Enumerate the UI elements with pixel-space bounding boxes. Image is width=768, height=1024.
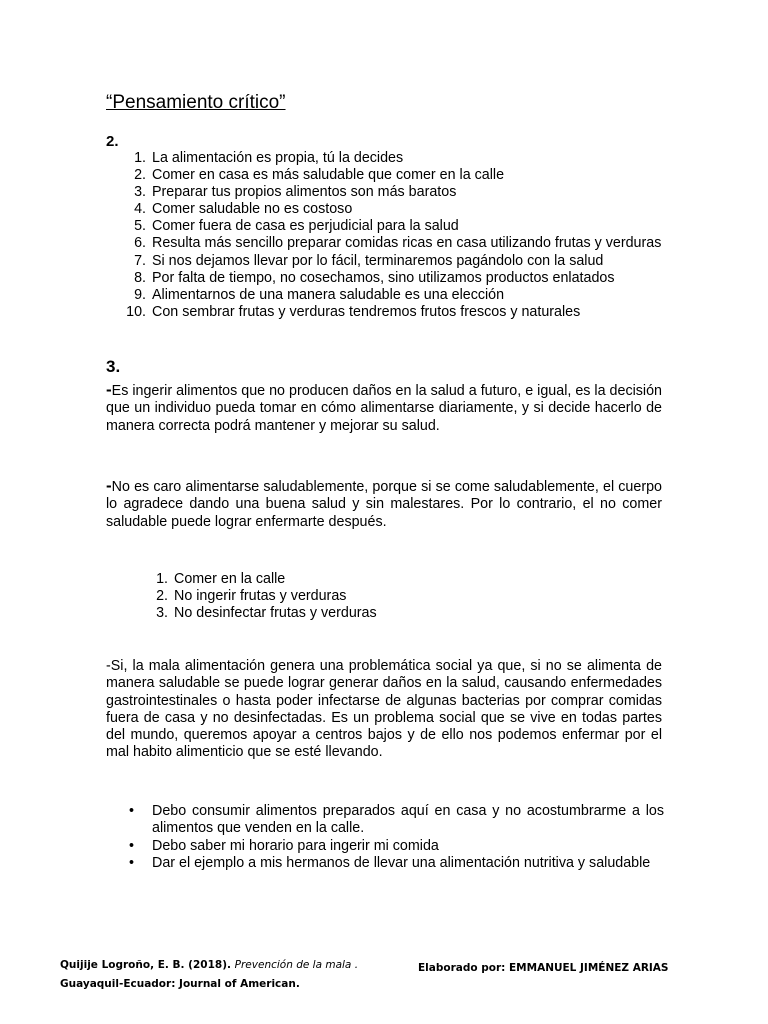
bullet-text: Dar el ejemplo a mis hermanos de llevar una alimentación nutritiva y saludable — [152, 854, 651, 871]
paragraph-dash: - — [106, 476, 112, 495]
list-item-text: La alimentación es propia, tú la decides — [152, 150, 404, 166]
cost-paragraph — [106, 477, 662, 531]
paragraph-text: No es caro alimentarse saludablemente, porque si se come saludablemente, el cuerpo lo agradece dando una buena salud y sin malestares. Por lo contrario, el no comer saludable puede lograr enfermarte después. — [106, 479, 662, 530]
list-item — [134, 269, 661, 287]
footer-author: Elaborado por: EMMANUEL JIMÉNEZ ARIAS — [418, 962, 669, 974]
bullet-item — [129, 837, 664, 855]
bullet-item — [129, 854, 664, 872]
list-item-number: 5. — [134, 218, 146, 235]
list-item — [134, 235, 662, 252]
list-item-text: Por falta de tiempo, no cosechamos, sino utilizamos productos enlatados — [152, 269, 615, 286]
list-item — [134, 286, 661, 304]
bullet-text: Debo saber mi horario para ingerir mi comida — [152, 837, 439, 854]
list-item-number: 10. — [126, 303, 146, 320]
list-item-text: Comer en la calle — [174, 571, 286, 587]
list-item-text: Alimentarnos de una manera saludable es una elección — [152, 286, 505, 303]
list-item-text: No desinfectar frutas y verduras — [174, 605, 377, 622]
list-item — [134, 167, 661, 184]
reference-line-2: Guayaquil-Ecuador: Journal of American. — [60, 978, 300, 990]
list-item-number: 8. — [134, 269, 146, 286]
page-title: “Pensamiento crítico” — [106, 92, 286, 113]
list-item-text: Preparar tus propios alimentos son más baratos — [152, 184, 457, 201]
definition-paragraph — [106, 381, 662, 435]
list-item — [134, 150, 661, 167]
reference-line-1 — [60, 956, 358, 975]
paragraph-dash: - — [106, 380, 112, 399]
list-item-number: 4. — [134, 201, 146, 218]
list-item-number: 2. — [134, 167, 146, 184]
list-item-text: Comer en casa es más saludable que comer en la calle — [152, 167, 505, 184]
list-item-number: 6. — [134, 235, 146, 252]
section-3-heading: 3. — [106, 357, 121, 376]
commitments-list — [129, 803, 664, 872]
list-item-text: Comer fuera de casa es perjudicial para la salud — [152, 218, 459, 235]
list-item-number: 3. — [156, 605, 168, 622]
list-item-number: 1. — [134, 150, 146, 166]
list-item-text: Resulta más sencillo preparar comidas ricas en casa utilizando frutas y verduras — [152, 235, 662, 252]
reference-authors: Quijije Logroño, E. B. (2018). — [60, 959, 235, 971]
causes-list — [156, 571, 377, 622]
list-item-number: 9. — [134, 286, 146, 303]
list-item-number: 7. — [134, 252, 146, 269]
list-item — [156, 588, 377, 605]
list-item — [134, 218, 661, 235]
list-item — [134, 252, 661, 270]
list-item — [156, 571, 377, 588]
section-2-heading: 2. — [106, 133, 119, 150]
list-item-number: 3. — [134, 184, 146, 201]
footer-reference — [60, 956, 358, 994]
list-item-text: Comer saludable no es costoso — [152, 201, 353, 218]
bullet-item — [129, 803, 664, 838]
bullet-marker: • — [129, 837, 135, 854]
list-item-text: Con sembrar frutas y verduras tendremos frutos frescos y naturales — [152, 303, 581, 320]
section-2-list — [126, 150, 662, 321]
list-item-number: 2. — [156, 588, 168, 605]
list-item — [126, 303, 661, 321]
paragraph-text: Es ingerir alimentos que no producen daños en la salud a futuro, e igual, es la decisión que un individuo pueda tomar en cómo alimentarse diariamente, y si decide hacerlo de manera correcta podrá mantener y mejorar su salud. — [106, 383, 662, 434]
bullet-marker: • — [129, 803, 135, 819]
list-item — [134, 201, 661, 218]
list-item-number: 1. — [156, 571, 168, 587]
list-item-text: No ingerir frutas y verduras — [174, 588, 347, 605]
social-problem-paragraph: -Si, la mala alimentación genera una problemática social ya que, si no se alimenta de manera saludable se puede lograr generar daños en la salud, causando enfermedades gastrointestinales o hasta poder infectarse de algunas bacterias por comprar comidas fuera de casa y no desinfectadas. Es un problema social que se vive en todas partes del mundo, queremos apoyar a centros bajos y de ello nos podemos enfermar por el mal habito alimenticio que se esté llevando. — [106, 658, 662, 761]
reference-title: Prevención de la mala . — [234, 959, 359, 971]
bullet-text: Debo consumir alimentos preparados aquí en casa y no acostumbrarme a los alimentos que venden en la calle. — [152, 803, 664, 837]
list-item-text: Si nos dejamos llevar por lo fácil, terminaremos pagándolo con la salud — [152, 252, 604, 269]
bullet-marker: • — [129, 854, 135, 871]
list-item — [134, 184, 661, 201]
list-item — [156, 605, 377, 622]
